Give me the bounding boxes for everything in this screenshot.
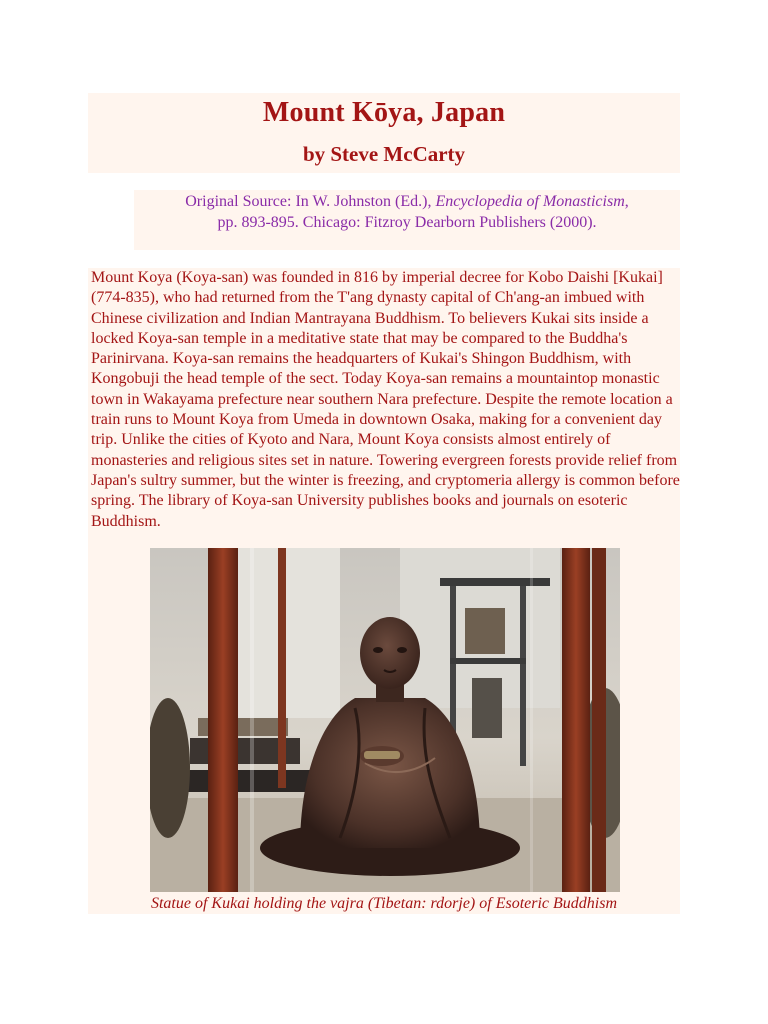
- statue-photo-illustration: [150, 548, 620, 892]
- citation-line-1: [134, 190, 680, 212]
- citation-book-title: Encyclopedia of Monasticism: [435, 193, 625, 210]
- citation-line-2: pp. 893-895. Chicago: Fitzroy Dearborn Publishers (2000).: [217, 214, 597, 231]
- page-title: Mount Kōya, Japan: [262, 97, 506, 128]
- citation-comma: ,: [624, 193, 629, 210]
- citation-prefix: Original Source: In W. Johnston (Ed.),: [185, 193, 436, 210]
- title-block: [88, 93, 680, 173]
- author-byline: by Steve McCarty: [302, 142, 466, 166]
- photo-caption: Statue of Kukai holding the vajra (Tibetan: rdorje) of Esoteric Buddhism: [150, 895, 618, 912]
- source-citation: [134, 190, 680, 250]
- body-paragraph: Mount Koya (Koya-san) was founded in 816 by imperial decree for Kobo Daishi [Kukai] (774-835), who had returned from the T'ang dynasty capital of Ch'ang-an imbued with Chinese civilization and Indian Mantrayana Buddhism. To believers Kukai sits inside a locked Koya-san temple in a meditative state that may be compared to the Buddha's Parinirvana. Koya-san remains the headquarters of Kukai's Shingon Buddhism, with Kongobuji the head temple of the sect. Today Koya-san remains a mountaintop monastic town in Wakayama prefecture near southern Nara prefecture. Despite the remote location a train runs to Mount Koya from Umeda in downtown Osaka, making for a convenient day trip. Unlike the cities of Kyoto and Nara, Mount Koya consists almost entirely of monasteries and religious sites set in nature. Towering evergreen forests provide relief from Japan's sultry summer, but the winter is freezing, and cryptomeria allergy is common before spring. The library of Koya-san University publishes books and journals on esoteric Buddhism.: [91, 269, 680, 530]
- kukai-statue-photo: [150, 548, 620, 892]
- article-body: [88, 268, 680, 914]
